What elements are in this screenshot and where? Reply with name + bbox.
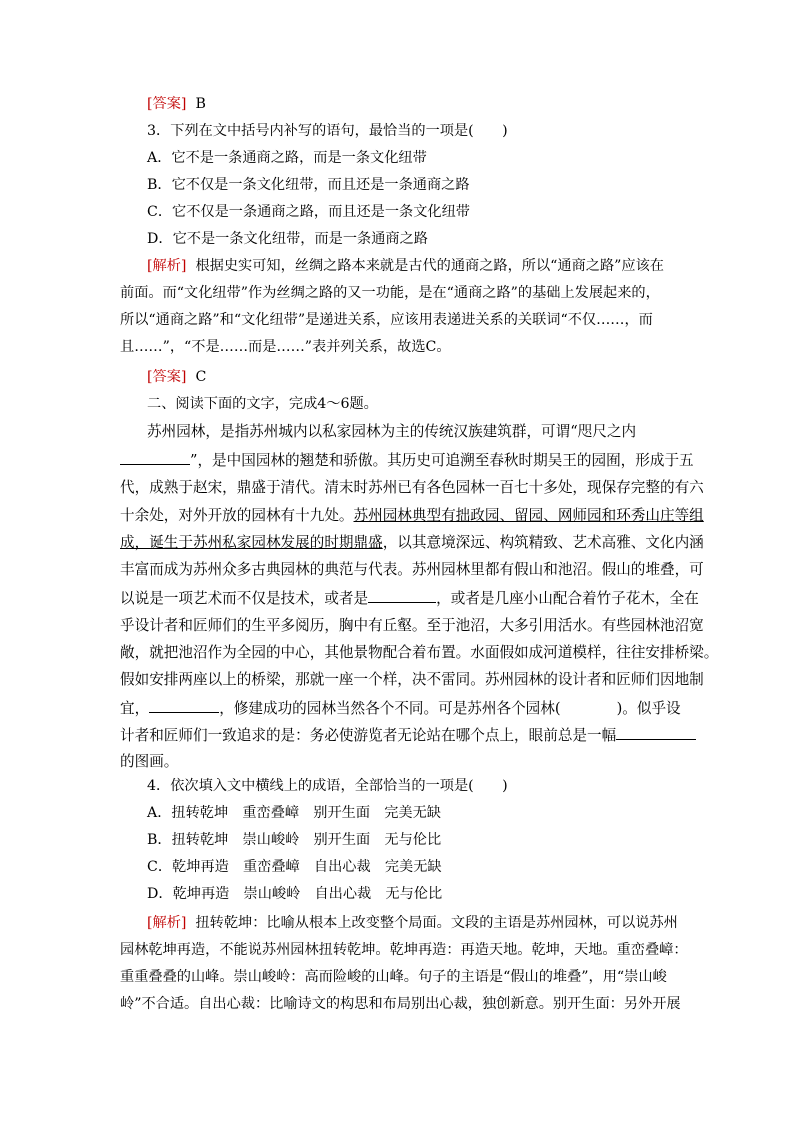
analysis-text: 根据史实可知，丝绸之路本来就是古代的通商之路，所以“通商之路”应该在 bbox=[195, 258, 664, 274]
fill-blank bbox=[149, 698, 219, 713]
question-4-option-c: C．乾坤再造 重峦叠嶂 自出心裁 完美无缺 bbox=[147, 859, 442, 875]
question-3-analysis-line: 前面。而“文化纽带”作为丝绸之路的又一功能，是在“通商之路”的基础上发展起来的， bbox=[120, 285, 660, 301]
question-3-analysis-line: 所以“通商之路”和“文化纽带”是递进关系，应该用表递进关系的关联词“不仅……，而 bbox=[120, 312, 653, 328]
fill-blank bbox=[616, 725, 696, 740]
question-4-stem: 4．依次填入文中横线上的成语，全部恰当的一项是( ) bbox=[147, 778, 508, 794]
passage-text: 宜， bbox=[120, 700, 150, 717]
underlined-sentence: 苏州园林典型有拙政园、留园、网师园和环秀山庄等组 bbox=[353, 507, 704, 524]
passage-line: 乎设计者和匠师们的生平多阅历，胸中有丘壑。至于池沼，大多引用活水。有些园林池沼宽 bbox=[120, 617, 704, 634]
passage-text: ”，是中国园林的翘楚和骄傲。其历史可追溯至春秋时期吴王的园囿，形成于五 bbox=[190, 452, 694, 469]
analysis-text: 扭转乾坤：比喻从根本上改变整个局面。文段的主语是苏州园林，可以说苏州 bbox=[195, 915, 678, 931]
question-4-option-b: B．扭转乾坤 崇山峻岭 别开生面 无与伦比 bbox=[147, 832, 442, 848]
passage-text: ，或者是几座小山配合着竹子花木，全在 bbox=[436, 590, 699, 607]
answer-tag: [答案] bbox=[147, 369, 187, 385]
passage-line: 敞，就把池沼作为全园的中心，其他景物配合着布置。水面假如成河道模样，往往安排桥梁。 bbox=[120, 644, 719, 661]
question-4-option-d: D．乾坤再造 崇山峻岭 自出心裁 无与伦比 bbox=[147, 886, 443, 902]
answer-value: B bbox=[195, 96, 206, 112]
question-4-analysis-line bbox=[147, 913, 678, 933]
fill-blank bbox=[120, 450, 190, 465]
passage-text: ，修建成功的园林当然各个不同。可是苏州各个园林( bbox=[219, 700, 561, 717]
passage-text: )。似乎设 bbox=[616, 700, 681, 717]
question-3-analysis-line: 且……”，“不是……而是……”表并列关系，故选C。 bbox=[120, 339, 451, 355]
passage-line: 苏州园林，是指苏州城内以私家园林为主的传统汉族建筑群，可谓“咫尺之内 bbox=[147, 423, 637, 440]
question-3-option-b: B．它不仅是一条文化纽带，而且还是一条通商之路 bbox=[147, 177, 470, 193]
question-3-analysis-line bbox=[147, 256, 664, 276]
passage-line bbox=[120, 698, 681, 719]
passage-line: 代，成熟于赵宋，鼎盛于清代。清末时苏州已有各色园林一百七十多处，现保存完整的有六 bbox=[120, 479, 704, 496]
passage-text: ，以其意境深远、构筑精致、艺术高雅、文化内涵 bbox=[382, 534, 704, 551]
question-4-analysis-line: 岭”不合适。自出心裁：比喻诗文的构思和布局别出心裁，独创新意。别开生面：另外开展 bbox=[120, 996, 681, 1012]
passage-line bbox=[120, 533, 704, 553]
question-4-analysis-line: 重重叠叠的山峰。崇山峻岭：高而险峻的山峰。句子的主语是“假山的堆叠”，用“崇山峻 bbox=[120, 969, 667, 985]
passage-line bbox=[120, 450, 694, 471]
analysis-tag: [解析] bbox=[147, 258, 187, 274]
answer-value: C bbox=[195, 369, 207, 385]
q2-answer-line bbox=[147, 94, 206, 114]
passage-text: 以说是一项艺术而不仅是技术，或者是 bbox=[120, 590, 369, 607]
passage-line: 丰富而成为苏州众多古典园林的典范与代表。苏州园林里都有假山和池沼。假山的堆叠，可 bbox=[120, 561, 704, 578]
analysis-tag: [解析] bbox=[147, 915, 187, 931]
question-3-option-d: D．它不是一条文化纽带，而是一条通商之路 bbox=[147, 231, 428, 247]
q3-answer-line bbox=[147, 367, 206, 387]
question-3-stem: 3．下列在文中括号内补写的语句，最恰当的一项是( ) bbox=[147, 123, 508, 139]
fill-blank bbox=[368, 588, 436, 603]
answer-tag: [答案] bbox=[147, 96, 187, 112]
passage-line bbox=[120, 506, 704, 526]
passage-line bbox=[120, 588, 699, 609]
question-4-option-a: A．扭转乾坤 重峦叠嶂 别开生面 完美无缺 bbox=[147, 805, 441, 821]
section-heading: 二、阅读下面的文字，完成4～6题。 bbox=[147, 396, 378, 412]
underlined-sentence: 成，诞生于苏州私家园林发展的时期鼎盛 bbox=[120, 534, 383, 551]
question-3-option-a: A．它不是一条通商之路，而是一条文化纽带 bbox=[147, 150, 427, 166]
passage-text: 计者和匠师们一致追求的是：务必使游览者无论站在哪个点上，眼前总是一幅 bbox=[120, 727, 617, 744]
passage-line bbox=[120, 725, 696, 746]
passage-line: 的图画。 bbox=[120, 753, 179, 770]
question-3-option-c: C．它不仅是一条通商之路，而且还是一条文化纽带 bbox=[147, 204, 470, 220]
passage-line: 假如安排两座以上的桥梁，那就一座一个样，决不雷同。苏州园林的设计者和匠师们因地制 bbox=[120, 671, 704, 688]
passage-text: 十余处，对外开放的园林有十九处。 bbox=[120, 507, 354, 524]
question-4-analysis-line: 园林乾坤再造，不能说苏州园林扭转乾坤。乾坤再造：再造天地。乾坤，天地。重峦叠嶂： bbox=[120, 942, 688, 958]
